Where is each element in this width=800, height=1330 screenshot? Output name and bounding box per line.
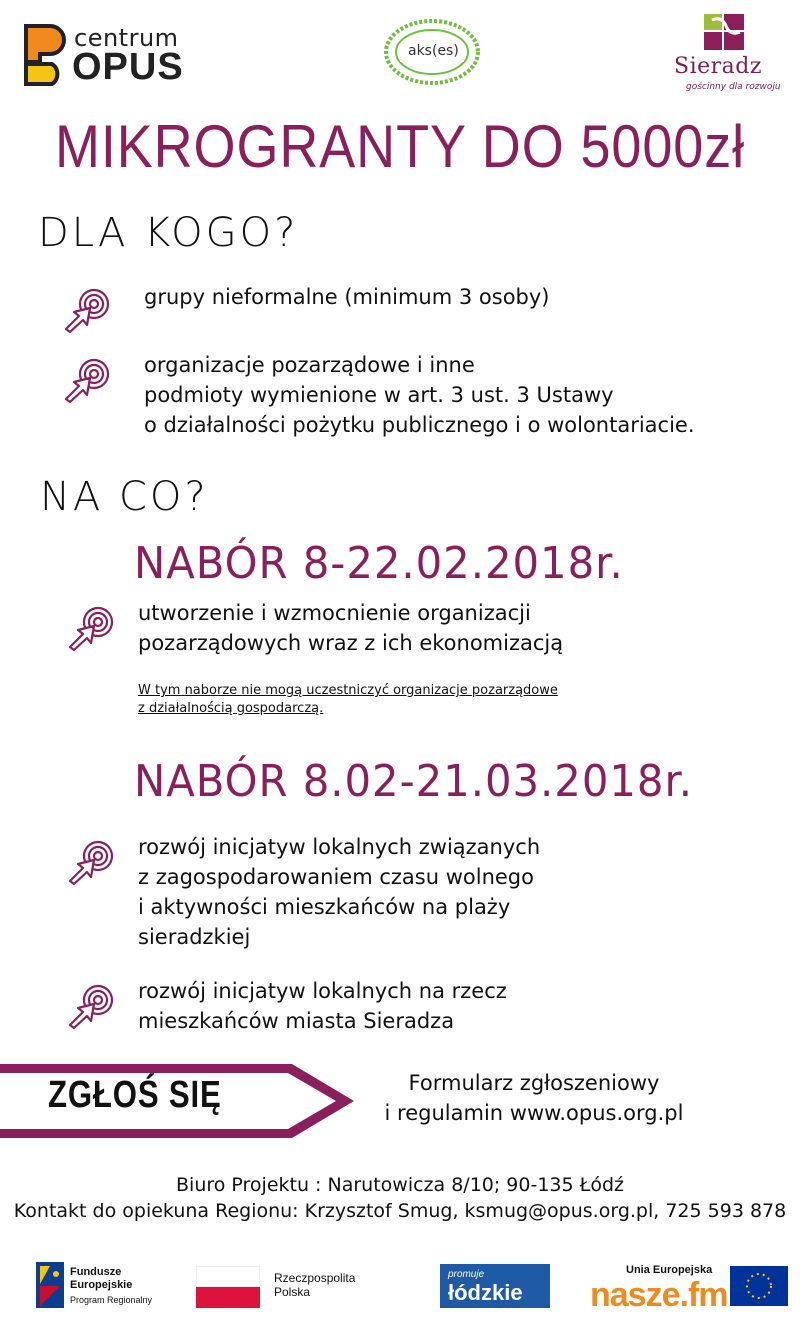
nabor-1-line1: utworzenie i wzmocnienie organizacji [138,601,531,625]
eu-flag-icon [730,1266,788,1306]
target-cursor-icon [66,838,114,886]
pl-line1: Rzeczpospolita [274,1271,356,1285]
pl-line2: Polska [274,1285,311,1299]
opus-mark-icon [22,22,66,86]
akses-logo [380,18,484,86]
sieradz-tagline: gościnny dla rozwoju [686,82,781,92]
cta-info [374,1068,694,1128]
dla-kogo-item-2-line1: organizacje pozarządowe i inne [144,353,475,377]
target-cursor-icon [66,982,114,1030]
nabor-2-title: NABÓR 8.02-21.03.2018r. [134,756,694,807]
sieradz-name: Sieradz [674,54,762,79]
target-cursor-icon [62,356,110,404]
dla-kogo-item-2-line2: podmioty wymienione w art. 3 ust. 3 Ustawy [144,383,614,407]
nabor-1-note-line2: z działalnością gospodarczą. [138,701,324,716]
fe-line2: Europejskie [70,1279,133,1291]
dla-kogo-heading: DLA KOGO? [38,210,299,256]
main-title: MIKROGRANTY DO 5000zł [54,113,746,180]
rzeczpospolita-polska-logo [196,1262,396,1312]
promuje-lodzkie-logo [440,1258,560,1314]
target-cursor-icon [66,604,114,652]
dla-kogo-item-1: grupy nieformalne (minimum 3 osoby) [144,285,550,309]
opus-logo-line1: centrum [74,24,179,52]
fundusze-europejskie-logo [36,1258,166,1314]
lodz-big: łódzkie [448,1280,523,1305]
polish-flag-icon [196,1266,260,1308]
watermark: nasze.fm [590,1276,728,1314]
fe-stars-icon [36,1262,64,1308]
dla-kogo-item-2-line3: o działalności pożytku publicznego i o wolontariacie. [144,413,695,437]
ue-line1: Unia Europejska [626,1264,713,1276]
akses-label: aks(es) [408,43,459,59]
nabor-2-item1-line3: i aktywności mieszkańców na plaży [138,895,511,919]
nabor-1-note-line1: W tym naborze nie mogą uczestniczyć organizacje pozarządowe [138,683,558,698]
cta-info-line1: Formularz zgłoszeniowy [408,1071,660,1095]
sieradz-logo [660,14,790,96]
opus-logo-line2: OPUS [72,46,184,88]
target-cursor-icon [62,286,110,334]
zglos-sie-arrow[interactable] [0,1060,360,1142]
nabor-2-item2-line1: rozwój inicjatyw lokalnych na rzecz [138,979,507,1003]
nabor-2-item1-line2: z zagospodarowaniem czasu wolnego [138,865,534,889]
cta-info-line2[interactable]: i regulamin www.opus.org.pl [384,1101,684,1125]
fe-line1: Fundusze [70,1266,122,1278]
fe-line3: Program Regionalny [70,1295,153,1305]
footer-address: Biuro Projektu : Narutowicza 8/10; 90-135 Łódź [176,1174,624,1196]
nabor-2-item2-line2: mieszkańców miasta Sieradza [138,1009,455,1033]
nabor-1-line2: pozarządowych wraz z ich ekonomizacją [138,631,564,655]
nabor-1-title: NABÓR 8-22.02.2018r. [134,538,624,589]
unia-europejska-logo [590,1262,790,1314]
nabor-2-item1-line1: rozwój inicjatyw lokalnych związanych [138,835,541,859]
nabor-2-item1-line4: sieradzkiej [138,925,251,949]
na-co-heading: NA CO? [40,474,209,520]
footer-contact: Kontakt do opiekuna Regionu: Krzysztof Smug, ksmug@opus.org.pl, 725 593 878 [13,1200,787,1222]
zglos-sie-label: ZGŁOŚ SIĘ [48,1074,222,1116]
lodz-small: promuje [448,1269,485,1280]
centrum-opus-logo [22,20,212,90]
sieradz-mark-icon [704,14,744,50]
